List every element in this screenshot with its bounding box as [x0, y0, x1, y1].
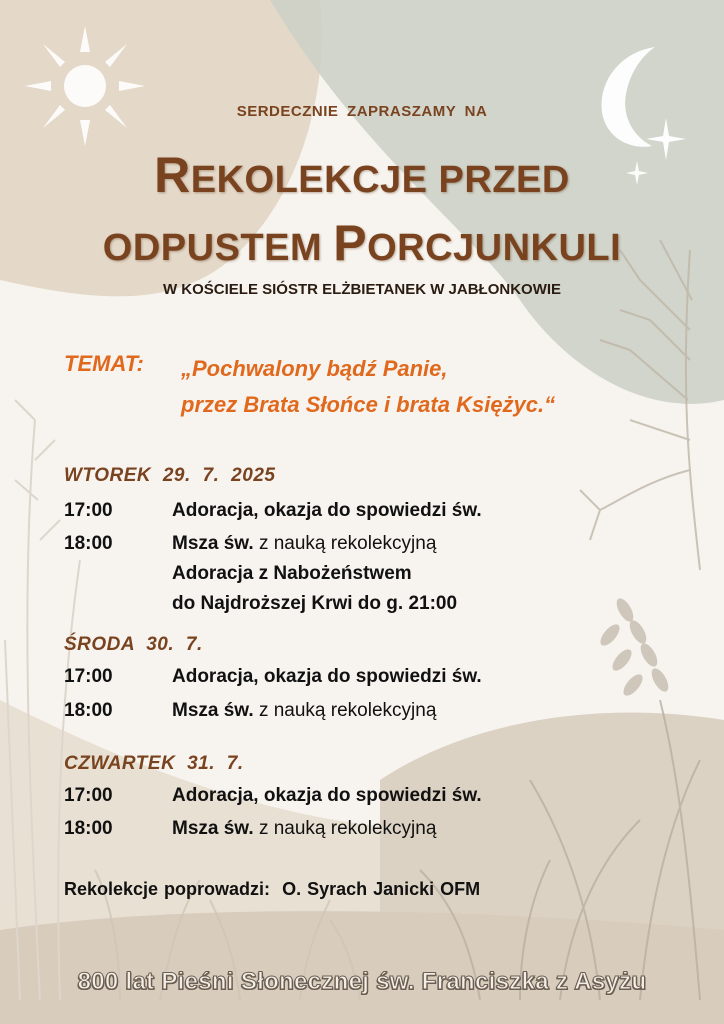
theme-line-2: przez Brata Słońce i brata Księżyc.“	[181, 392, 556, 417]
theme-label: TEMAT:	[64, 351, 144, 376]
schedule-description-bold: Adoracja, okazja do spowiedzi św.	[172, 500, 482, 521]
theme-line-1: „Pochwalony bądź Panie,	[181, 356, 448, 381]
retreat-leader	[64, 879, 480, 900]
schedule-time: 18:00	[64, 700, 113, 721]
schedule-time: 18:00	[64, 533, 113, 554]
schedule-time: 17:00	[64, 500, 113, 521]
schedule-description-bold: Msza św.	[172, 700, 254, 721]
sun-icon	[25, 26, 145, 146]
schedule-description-bold: Adoracja, okazja do spowiedzi św.	[172, 785, 482, 806]
title-line-1-rest: EKOLEKCJE PRZED	[190, 159, 570, 201]
schedule-description-bold: Msza św.	[172, 533, 254, 554]
schedule-time: 18:00	[64, 818, 113, 839]
day-heading-thursday: CZWARTEK 31. 7.	[64, 753, 244, 774]
schedule-description	[172, 818, 436, 840]
invitation-line: SERDECZNIE ZAPRASZAMY NA	[236, 103, 488, 120]
retreat-leader-name: O. Syrach Janicki OFM	[282, 879, 481, 899]
schedule-time: 17:00	[64, 785, 113, 806]
schedule-description	[172, 563, 412, 585]
schedule-description-bold: Adoracja z Nabożeństwem	[172, 563, 412, 584]
title-line-1-cap: R	[154, 147, 191, 203]
title-line-2	[0, 214, 724, 272]
day-heading-tuesday: WTOREK 29. 7. 2025	[64, 465, 276, 486]
anniversary-banner: 800 lat Pieśni Słonecznej św. Franciszka z Asyżu	[77, 968, 647, 995]
schedule-description-bold: Adoracja, okazja do spowiedzi św.	[172, 666, 482, 687]
venue-line: W KOŚCIELE SIÓSTR ELŻBIETANEK W JABŁONKOWIE	[162, 281, 562, 298]
title-line-1	[0, 146, 724, 204]
schedule-description-normal: z nauką rekolekcyjną	[253, 818, 437, 839]
schedule-description-normal: z nauką rekolekcyjną	[253, 533, 437, 554]
schedule-description	[172, 533, 436, 555]
schedule-description-normal: z nauką rekolekcyjną	[253, 700, 437, 721]
theme-text	[181, 351, 555, 423]
schedule-description	[172, 700, 436, 722]
title-line-2-rest: ORCJUNKULI	[367, 227, 622, 269]
title-line-2-a: ODPUSTEM	[102, 227, 334, 269]
schedule-description	[172, 785, 482, 807]
schedule-description	[172, 666, 482, 688]
schedule-description	[172, 500, 482, 522]
retreat-leader-label: Rekolekcje poprowadzi:	[64, 879, 271, 899]
schedule-description	[172, 593, 457, 615]
schedule-time: 17:00	[64, 666, 113, 687]
wheat-right	[597, 596, 672, 699]
schedule-description-bold: Msza św.	[172, 818, 254, 839]
day-heading-wednesday: ŚRODA 30. 7.	[64, 634, 203, 655]
schedule-description-bold: do Najdroższej Krwi do g. 21:00	[172, 593, 458, 614]
title-line-2-cap: P	[333, 215, 368, 271]
